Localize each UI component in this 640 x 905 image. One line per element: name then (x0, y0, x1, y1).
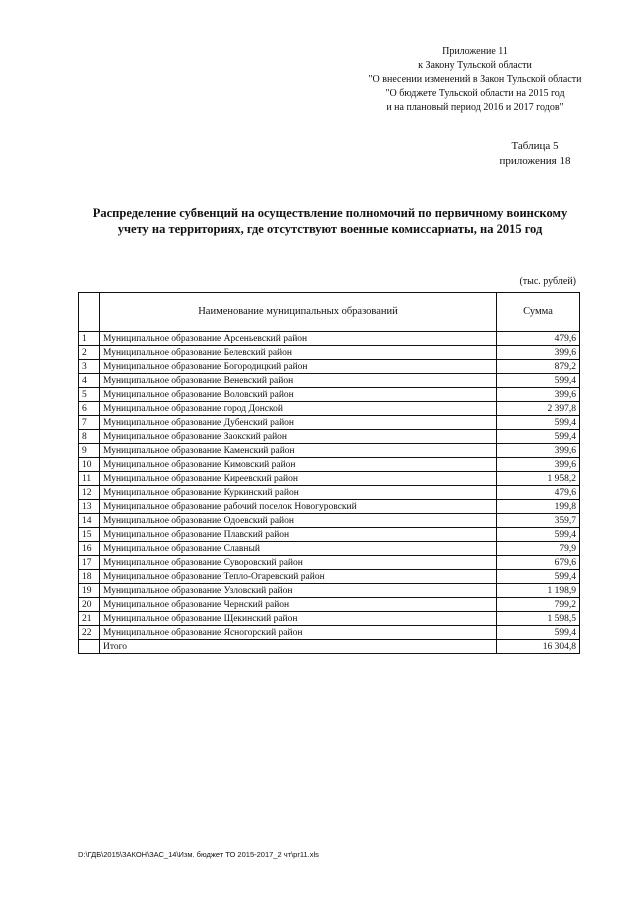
row-number: 1 (79, 332, 100, 346)
appendix-number: Приложение 11 (442, 46, 508, 57)
table-row (79, 612, 580, 626)
row-sum: 359,7 (497, 514, 580, 528)
row-sum: 399,6 (497, 346, 580, 360)
row-number: 2 (79, 346, 100, 360)
row-sum: 1 958,2 (497, 472, 580, 486)
table-appendix-ref: приложения 18 (499, 155, 571, 167)
table-total-row (79, 640, 580, 654)
row-number: 9 (79, 444, 100, 458)
file-path-footer: D:\ГДБ\2015\ЗАКОН\ЗАС_14\Изм. бюджет ТО 2015-2017_2 чт\pr11.xls (78, 850, 319, 859)
row-number: 21 (79, 612, 100, 626)
row-number: 12 (79, 486, 100, 500)
row-name: Муниципальное образование Щекинский район (100, 612, 497, 626)
row-number: 22 (79, 626, 100, 640)
row-name: Муниципальное образование Суворовский район (100, 556, 497, 570)
row-number: 17 (79, 556, 100, 570)
header-number-cell (79, 293, 100, 332)
row-name: Муниципальное образование Каменский район (100, 444, 497, 458)
row-name: Муниципальное образование Куркинский район (100, 486, 497, 500)
row-name: Муниципальное образование город Донской (100, 402, 497, 416)
row-number: 20 (79, 598, 100, 612)
table-row (79, 598, 580, 612)
row-sum: 479,6 (497, 486, 580, 500)
row-name: Муниципальное образование Ясногорский район (100, 626, 497, 640)
row-number: 6 (79, 402, 100, 416)
row-number: 14 (79, 514, 100, 528)
row-sum: 599,4 (497, 416, 580, 430)
document-title (60, 205, 600, 237)
units-label: (тыс. рублей) (519, 276, 576, 287)
table-row (79, 388, 580, 402)
row-number: 10 (79, 458, 100, 472)
row-sum: 599,4 (497, 528, 580, 542)
table-row (79, 626, 580, 640)
row-sum: 599,4 (497, 430, 580, 444)
row-number: 7 (79, 416, 100, 430)
row-sum: 879,2 (497, 360, 580, 374)
subventions-table (78, 292, 580, 654)
row-sum: 399,6 (497, 458, 580, 472)
row-name: Муниципальное образование Кимовский район (100, 458, 497, 472)
appendix-law-title-1: "О внесении изменений в Закон Тульской области (368, 74, 582, 85)
table-row (79, 458, 580, 472)
table-body (79, 332, 580, 654)
row-number: 13 (79, 500, 100, 514)
table-header-row (79, 293, 580, 332)
table-row (79, 416, 580, 430)
row-name: Муниципальное образование Узловский район (100, 584, 497, 598)
appendix-law-title-2: "О бюджете Тульской области на 2015 год (385, 88, 565, 99)
row-sum: 799,2 (497, 598, 580, 612)
appendix-law-ref: к Закону Тульской области (418, 60, 532, 71)
appendix-law-title-3: и на плановый период 2016 и 2017 годов" (386, 102, 564, 113)
table-row (79, 584, 580, 598)
row-number: 19 (79, 584, 100, 598)
table-row (79, 374, 580, 388)
row-name: Муниципальное образование Белевский район (100, 346, 497, 360)
row-number: 5 (79, 388, 100, 402)
table-number: Таблица 5 (511, 140, 559, 152)
row-number: 18 (79, 570, 100, 584)
document-title-line-2: учету на территориях, где отсутствуют военные комиссариаты, на 2015 год (117, 222, 543, 236)
table-row (79, 528, 580, 542)
row-sum: 479,6 (497, 332, 580, 346)
table-row (79, 444, 580, 458)
row-name: Муниципальное образование Богородицкий район (100, 360, 497, 374)
row-name: Муниципальное образование рабочий поселок Новогуровский (100, 500, 497, 514)
row-number: 16 (79, 542, 100, 556)
table-reference (470, 139, 600, 169)
table-row (79, 332, 580, 346)
row-sum: 679,6 (497, 556, 580, 570)
row-name: Муниципальное образование Славный (100, 542, 497, 556)
table-row (79, 360, 580, 374)
row-name: Муниципальное образование Заокский район (100, 430, 497, 444)
row-sum: 1 598,5 (497, 612, 580, 626)
table-row (79, 500, 580, 514)
row-sum: 599,4 (497, 626, 580, 640)
row-sum: 599,4 (497, 374, 580, 388)
table-row (79, 556, 580, 570)
table-row (79, 542, 580, 556)
row-number: 11 (79, 472, 100, 486)
total-sum: 16 304,8 (497, 640, 580, 654)
row-name: Муниципальное образование Веневский район (100, 374, 497, 388)
appendix-header (330, 45, 620, 115)
header-sum-cell: Сумма (497, 293, 580, 332)
document-title-line-1: Распределение субвенций на осуществление полномочий по первичному воинскому (92, 206, 568, 220)
row-name: Муниципальное образование Чернский район (100, 598, 497, 612)
row-name: Муниципальное образование Плавский район (100, 528, 497, 542)
total-number-cell (79, 640, 100, 654)
row-sum: 399,6 (497, 388, 580, 402)
row-name: Муниципальное образование Киреевский район (100, 472, 497, 486)
table-row (79, 402, 580, 416)
row-number: 4 (79, 374, 100, 388)
row-sum: 79,9 (497, 542, 580, 556)
row-name: Муниципальное образование Одоевский район (100, 514, 497, 528)
table-row (79, 486, 580, 500)
header-name-cell: Наименование муниципальных образований (100, 293, 497, 332)
row-number: 3 (79, 360, 100, 374)
table-row (79, 472, 580, 486)
row-sum: 2 397,8 (497, 402, 580, 416)
row-sum: 199,8 (497, 500, 580, 514)
row-sum: 1 198,9 (497, 584, 580, 598)
row-sum: 599,4 (497, 570, 580, 584)
table-row (79, 346, 580, 360)
total-label: Итого (100, 640, 497, 654)
table-row (79, 430, 580, 444)
row-name: Муниципальное образование Воловский район (100, 388, 497, 402)
table-row (79, 570, 580, 584)
row-name: Муниципальное образование Дубенский район (100, 416, 497, 430)
row-name: Муниципальное образование Арсеньевский район (100, 332, 497, 346)
table-row (79, 514, 580, 528)
row-name: Муниципальное образование Тепло-Огаревский район (100, 570, 497, 584)
row-sum: 399,6 (497, 444, 580, 458)
row-number: 8 (79, 430, 100, 444)
row-number: 15 (79, 528, 100, 542)
